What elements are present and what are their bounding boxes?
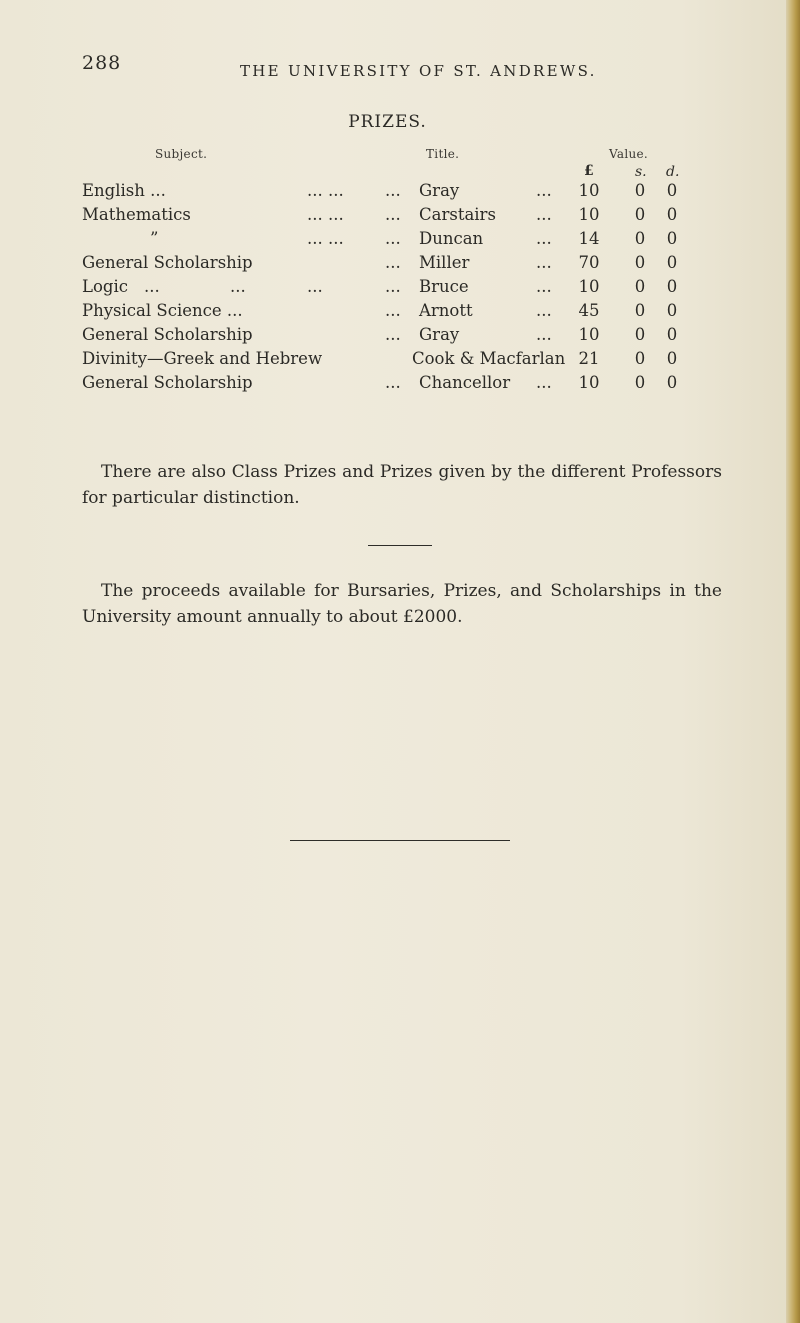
row-pounds: 10: [578, 181, 600, 200]
row-title: Miller: [419, 253, 470, 272]
row-pence: 0: [666, 205, 678, 224]
class-prizes-paragraph: There are also Class Prizes and Prizes given by the different Professors for particular distinction.: [82, 462, 722, 508]
row-leader-dots-end: ...: [385, 277, 401, 296]
row-pounds: 10: [578, 277, 600, 296]
row-title: Bruce: [419, 277, 469, 296]
row-leader-dots: ...: [385, 373, 401, 392]
row-leader-dots: ...: [385, 301, 401, 320]
section-divider: [368, 545, 432, 546]
row-subject: Logic: [82, 277, 128, 296]
row-pounds: 45: [578, 301, 600, 320]
row-shillings: 0: [634, 301, 646, 320]
table-row: [0, 229, 800, 252]
row-pence: 0: [666, 325, 678, 344]
page-header: [82, 52, 622, 82]
table-row: [0, 277, 800, 300]
column-header-value: Value.: [609, 147, 649, 161]
row-pounds: 10: [578, 325, 600, 344]
row-title: Cook & Macfarlan: [412, 349, 566, 368]
row-leader-dots-value: ...: [536, 253, 552, 272]
row-pence: 0: [666, 301, 678, 320]
row-leader-dots: ... ...: [307, 181, 344, 200]
running-head: THE UNIVERSITY OF ST. ANDREWS.: [240, 62, 597, 80]
column-header-title: Title.: [426, 147, 460, 161]
end-rule: [290, 840, 510, 841]
row-shillings: 0: [634, 349, 646, 368]
row-leader-dots-value: ...: [536, 301, 552, 320]
row-leader-dots-value: ...: [536, 277, 552, 296]
row-title: Carstairs: [419, 205, 496, 224]
row-pence: 0: [666, 229, 678, 248]
proceeds-paragraph: The proceeds available for Bursaries, Prizes, and Scholarships in the University amount annually to about £2000.: [82, 581, 722, 627]
row-pence: 0: [666, 253, 678, 272]
row-title: Gray: [419, 325, 460, 344]
row-title: Duncan: [419, 229, 484, 248]
row-leader-dots-value: ...: [536, 373, 552, 392]
row-leader-dots-value: ...: [536, 205, 552, 224]
row-leader-dots-value: ...: [536, 229, 552, 248]
row-shillings: 0: [634, 277, 646, 296]
row-title: Arnott: [419, 301, 473, 320]
table-row: [0, 325, 800, 348]
row-pence: 0: [666, 181, 678, 200]
table-row: [0, 301, 800, 324]
row-leader-dots: ... ...: [307, 229, 344, 248]
row-shillings: 0: [634, 181, 646, 200]
row-leader-dots: ...: [307, 277, 323, 296]
row-shillings: 0: [634, 253, 646, 272]
table-row: [0, 205, 800, 228]
row-subject: Physical Science ...: [82, 301, 243, 320]
row-pounds: 70: [578, 253, 600, 272]
row-pounds: 10: [578, 373, 600, 392]
row-leader-dots: ...: [385, 253, 401, 272]
row-leader-dots: ...: [230, 277, 246, 296]
row-title: Chancellor: [419, 373, 511, 392]
prizes-table-title: [0, 112, 800, 132]
row-leader-dots: ...: [144, 277, 160, 296]
row-subject: General Scholarship: [82, 325, 253, 344]
row-pence: 0: [666, 373, 678, 392]
row-leader-dots-end: ...: [385, 229, 401, 248]
row-shillings: 0: [634, 205, 646, 224]
row-shillings: 0: [634, 325, 646, 344]
column-header-subject: Subject.: [155, 147, 208, 161]
row-leader-dots: ... ...: [307, 205, 344, 224]
row-subject-ditto: ”: [150, 229, 159, 248]
row-leader-dots-end: ...: [385, 181, 401, 200]
row-pounds: 21: [578, 349, 600, 368]
row-shillings: 0: [634, 229, 646, 248]
row-pence: 0: [666, 349, 678, 368]
row-leader-dots-end: ...: [385, 205, 401, 224]
row-subject: General Scholarship: [82, 373, 253, 392]
table-row: [0, 373, 800, 396]
table-row: [0, 349, 800, 372]
row-subject: Mathematics: [82, 205, 191, 224]
row-subject: General Scholarship: [82, 253, 253, 272]
row-leader-dots-value: ...: [536, 181, 552, 200]
unit-pence: d.: [666, 164, 680, 180]
prizes-table-title-text: PRIZES.: [348, 112, 427, 132]
table-row: [0, 253, 800, 276]
row-subject: Divinity—Greek and Hebrew: [82, 349, 323, 368]
unit-pounds: £: [584, 163, 594, 179]
row-title: Gray: [419, 181, 460, 200]
row-leader-dots: ...: [385, 325, 401, 344]
row-subject: English ...: [82, 181, 166, 200]
page-number: 288: [82, 52, 122, 74]
row-pounds: 14: [578, 229, 600, 248]
unit-shillings: s.: [635, 164, 647, 180]
row-pence: 0: [666, 277, 678, 296]
row-shillings: 0: [634, 373, 646, 392]
table-row: [0, 181, 800, 204]
row-leader-dots-value: ...: [536, 325, 552, 344]
row-pounds: 10: [578, 205, 600, 224]
